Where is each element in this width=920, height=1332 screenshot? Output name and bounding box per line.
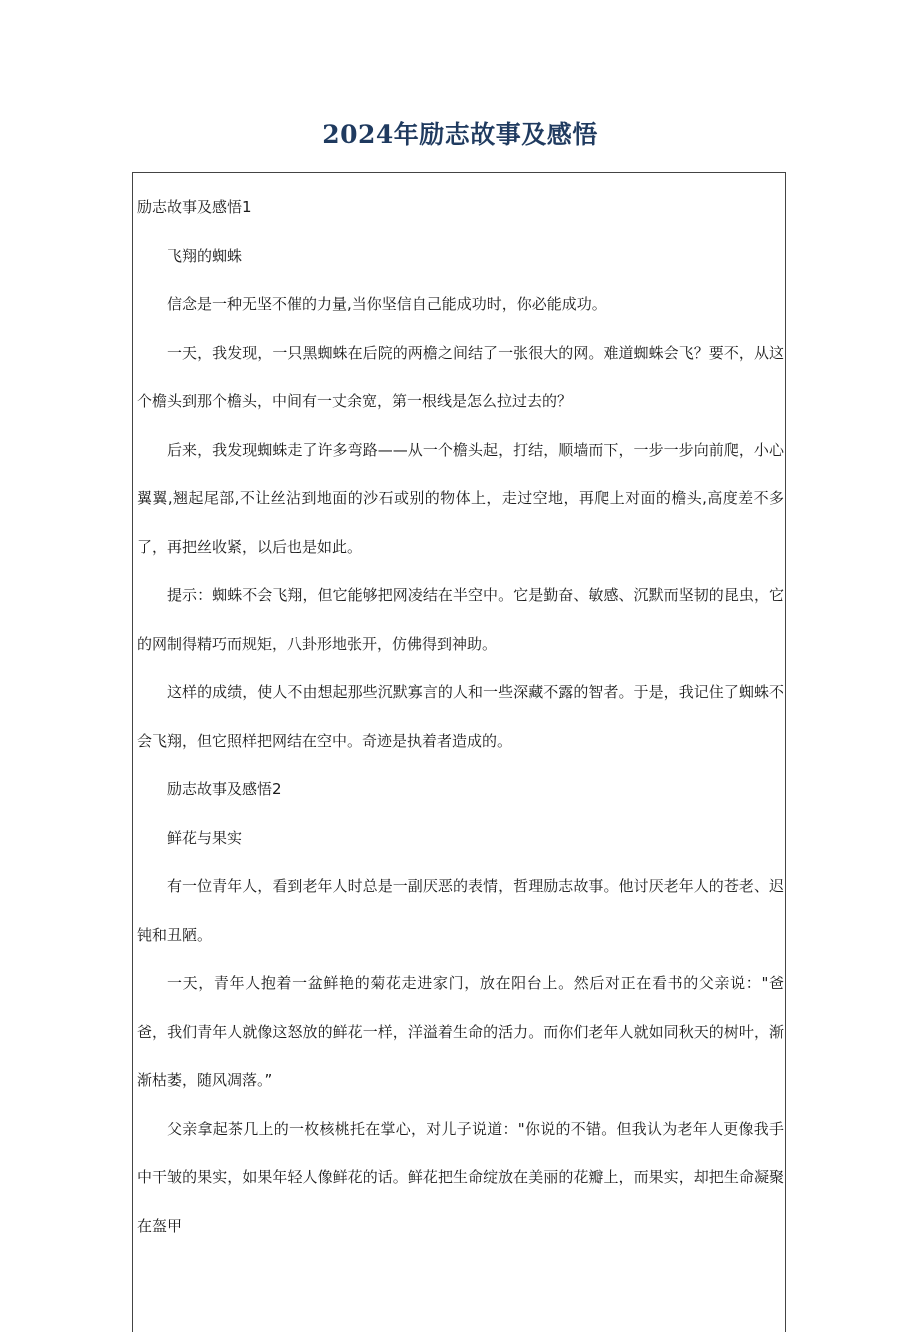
document-body: [137, 183, 784, 1250]
paragraph: 一天，青年人抱着一盆鲜艳的菊花走进家门，放在阳台上。然后对正在看书的父亲说："爸爸，我们青年人就像这怒放的鲜花一样，洋溢着生命的活力。而你们老年人就如同秋天的树叶，渐渐枯萎，随风凋落。”: [137, 974, 784, 1089]
paragraph: 后来，我发现蜘蛛走了许多弯路——从一个檐头起，打结，顺墙而下，一步一步向前爬，小心翼翼,翘起尾部,不让丝沾到地面的沙石或别的物体上，走过空地，再爬上对面的檐头,高度差不多了，再把丝收紧，以后也是如此。: [137, 440, 784, 556]
paragraph: 有一位青年人，看到老年人时总是一副厌恶的表情，哲理励志故事。他讨厌老年人的苍老、迟钝和丑陋。: [137, 877, 784, 944]
paragraph: 这样的成绩，使人不由想起那些沉默寡言的人和一些深藏不露的智者。于是，我记住了蜘蛛不会飞翔，但它照样把网结在空中。奇迹是执着者造成的。: [137, 683, 784, 750]
paragraph-story-title-1: 飞翔的蜘蛛: [167, 246, 243, 265]
document-title: 2024年励志故事及感悟: [322, 120, 598, 149]
paragraph-story-title-2: 鲜花与果实: [167, 828, 243, 847]
paragraph: 提示：蜘蛛不会飞翔，但它能够把网凌结在半空中。它是勤奋、敏感、沉默而坚韧的昆虫，它的网制得精巧而规矩，八卦形地张开，仿佛得到神助。: [137, 586, 784, 653]
paragraph: 父亲拿起茶几上的一枚核桃托在掌心，对儿子说道："你说的不错。但我认为老年人更像我手中干皱的果实，如果年轻人像鲜花的话。鲜花把生命绽放在美丽的花瓣上，而果实，却把生命凝聚在盔甲: [137, 1119, 784, 1235]
paragraph-section-heading-1: 励志故事及感悟1: [137, 198, 252, 216]
paragraph: 一天，我发现，一只黑蜘蛛在后院的两檐之间结了一张很大的网。难道蜘蛛会飞？要不，从这个檐头到那个檐头，中间有一丈余宽，第一根线是怎么拉过去的？: [137, 343, 784, 410]
paragraph: 信念是一种无坚不催的力量,当你坚信自己能成功时，你必能成功。: [167, 295, 607, 313]
paragraph-section-heading-2: 励志故事及感悟2: [167, 780, 282, 798]
